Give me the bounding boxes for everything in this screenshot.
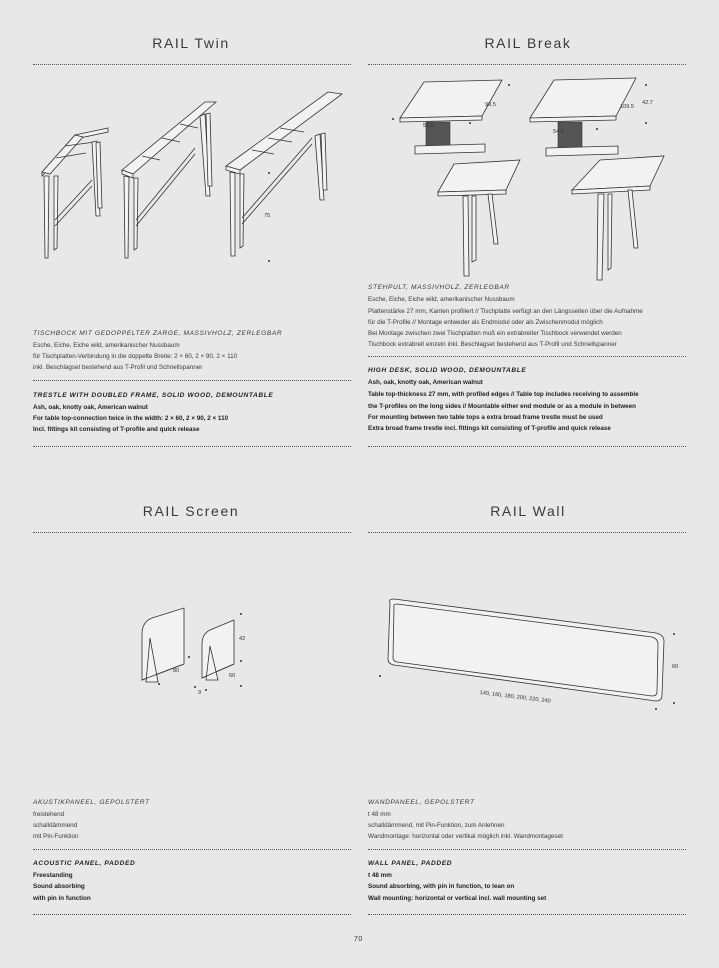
screen-en-heading: ACOUSTIC PANEL, PADDED <box>33 860 136 867</box>
screen-de-line: freistehend <box>33 811 65 818</box>
rail-wall-drawing <box>380 595 670 705</box>
break-en-line: Ash, oak, knotty oak, American walnut <box>368 379 483 386</box>
break-de-line: Tischbock extrabreit einzeln inkl. Beschlagset bestehend aus T-Profil und Schnellspanner <box>368 341 617 348</box>
dim-marker <box>240 660 242 662</box>
dim-marker <box>379 675 381 677</box>
divider <box>33 914 351 915</box>
break-en-line: Table top-thickness 27 mm, with profiled edges // Table top includes receiving to assemble <box>368 391 639 398</box>
wall-de-line: schalldämmend, mit Pin-Funktion, zum Anlehnen <box>368 822 505 829</box>
break-a-depth-dim: 54.5 <box>423 123 434 129</box>
break-de-heading: STEHPULT, MASSIVHOLZ, ZERLEGBAR <box>368 284 510 291</box>
wall-widths-dim: 140, 160, 180, 200, 220, 240 <box>479 690 552 705</box>
break-en-line: Extra broad frame trestle incl. fittings kit consisting of T-profile and quick release <box>368 425 611 432</box>
twin-de-heading: TISCHBOCK MIT GEDOPPELTER ZARGE, MASSIVHOLZ, ZERLEGBAR <box>33 330 283 337</box>
screen-en-line: Freestanding <box>33 872 73 879</box>
break-de-line: für die T-Profile // Montage entweder als Endmodul oder als Zwischenmodul möglich <box>368 319 603 326</box>
dim-marker <box>188 656 190 658</box>
dim-marker <box>596 128 598 130</box>
dim-marker <box>469 122 471 124</box>
dim-marker <box>268 260 270 262</box>
twin-de-line: für Tischplatten-Verbindung in die doppelte Breite: 2 × 60, 2 × 90, 2 × 110 <box>33 353 238 360</box>
page-number: 70 <box>354 936 363 943</box>
screen-en-line: Sound absorbing <box>33 883 85 890</box>
dim-marker <box>240 685 242 687</box>
wall-en-line: Sound absorbing, with pin in function, to lean on <box>368 883 515 890</box>
dim-marker <box>673 702 675 704</box>
divider <box>33 532 351 533</box>
twin-de-line: Esche, Eiche, Eiche wild, amerikanischer Nussbaum <box>33 342 180 349</box>
dim-marker <box>194 686 196 688</box>
dim-marker <box>205 689 207 691</box>
divider <box>368 64 686 65</box>
dim-marker <box>240 613 242 615</box>
divider <box>368 914 686 915</box>
rail-twin-drawing <box>30 80 350 280</box>
dim-marker <box>645 84 647 86</box>
divider <box>368 532 686 533</box>
divider <box>33 380 351 381</box>
screen-height-dim: 42 <box>239 636 246 642</box>
title-rail-break: RAIL Break <box>484 35 572 51</box>
screen-de-heading: AKUSTIKPANEEL, GEPOLSTERT <box>33 799 150 806</box>
dim-marker <box>158 683 160 685</box>
break-en-heading: HIGH DESK, SOLID WOOD, DEMOUNTABLE <box>368 367 527 374</box>
dim-marker <box>508 84 510 86</box>
break-de-line: Esche, Eiche, Eiche wild, amerikanischer Nussbaum <box>368 296 515 303</box>
title-rail-screen: RAIL Screen <box>142 503 240 519</box>
twin-en-line: Incl. fittings kit consisting of T-profile and quick release <box>33 426 200 433</box>
wall-de-heading: WANDPANEEL, GEPOLSTERT <box>368 799 475 806</box>
screen-width-b-dim: 60 <box>229 673 236 679</box>
dim-marker <box>392 118 394 120</box>
twin-height-dim: 75 <box>264 213 271 219</box>
screen-width-a-dim: 80 <box>173 668 180 674</box>
wall-en-heading: WALL PANEL, PADDED <box>368 860 453 867</box>
break-de-line: Plattenstärke 27 mm, Kanten profiliert // Tischplatte verfügt an den Längsseiten über die Aufnahme <box>368 308 643 315</box>
wall-de-line: t 48 mm <box>368 811 391 818</box>
twin-en-heading: TRESTLE WITH DOUBLED FRAME, SOLID WOOD, DEMOUNTABLE <box>33 392 274 399</box>
screen-en-line: with pin in function <box>33 895 91 902</box>
rail-screen-drawing <box>130 600 250 700</box>
screen-de-line: mit Pin-Funktion <box>33 833 79 840</box>
dim-marker <box>655 708 657 710</box>
divider <box>368 356 686 357</box>
break-b-depth-dim: 54.5 <box>553 129 564 135</box>
break-en-line: the T-profiles on the long sides // Mountable either end module or as a module in between <box>368 403 636 410</box>
break-b-width-dim: 109.5 <box>620 104 634 110</box>
title-rail-wall: RAIL Wall <box>490 503 566 519</box>
dim-marker <box>268 172 270 174</box>
dim-marker <box>673 633 675 635</box>
wall-en-line: t 48 mm <box>368 872 392 879</box>
break-a-width-dim: 99.5 <box>485 102 496 108</box>
divider <box>33 64 351 65</box>
break-de-line: Bei Montage zwischen zwei Tischplatten muß ein extrabreiter Tischbock verwendet werden <box>368 330 622 337</box>
divider <box>368 446 686 447</box>
break-b-height-dim: 42.7 <box>642 100 653 106</box>
wall-height-dim: 60 <box>672 664 679 670</box>
title-rail-twin: RAIL Twin <box>152 35 230 51</box>
divider <box>33 446 351 447</box>
wall-de-line: Wandmontage: horizontal oder vertikal möglich inkl. Wandmontageset <box>368 833 563 840</box>
twin-en-line: Ash, oak, knotty oak, American walnut <box>33 404 148 411</box>
break-en-line: For mounting between two table tops a extra broad frame trestle must be used <box>368 414 603 421</box>
divider <box>33 849 351 850</box>
screen-depth-dim: 9 <box>198 690 202 696</box>
dim-marker <box>645 122 647 124</box>
screen-de-line: schalldämmend <box>33 822 78 829</box>
wall-en-line: Wall mounting: horizontal or vertical incl. wall mounting set <box>368 895 547 902</box>
divider <box>368 849 686 850</box>
twin-de-line: inkl. Beschlagset bestehend aus T-Profil und Schnellspanner <box>33 364 203 371</box>
twin-en-line: For table top-connection twice in the width: 2 × 60, 2 × 90, 2 × 110 <box>33 415 229 422</box>
